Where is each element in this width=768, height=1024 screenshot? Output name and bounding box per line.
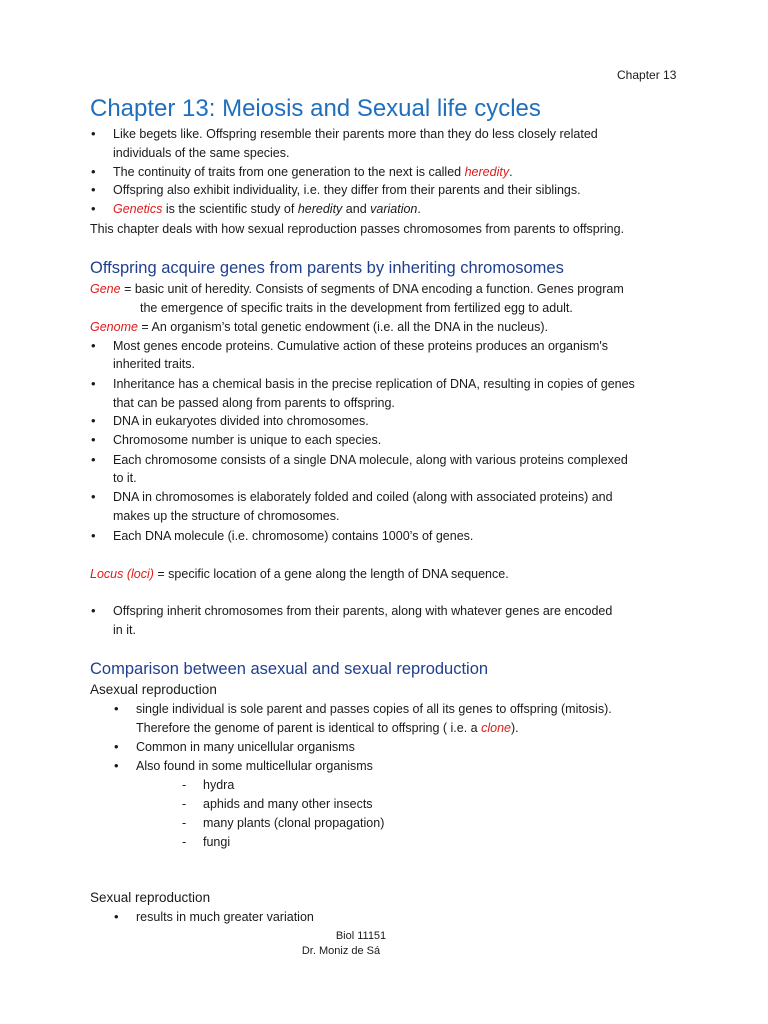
intro-paragraph: This chapter deals with how sexual reproduction passes chromosomes from parents to offspring.: [90, 222, 625, 236]
list-item-continued: in it.: [113, 623, 136, 637]
list-item: DNA in chromosomes is elaborately folded and coiled (along with associated proteins) and: [113, 490, 613, 504]
list-item: DNA in eukaryotes divided into chromosomes.: [113, 414, 369, 428]
bullet-text: Offspring also exhibit individuality, i.e. they differ from their parents and their siblings.: [113, 183, 581, 197]
term-locus: Locus (loci): [90, 567, 154, 581]
subheading-sexual: Sexual reproduction: [90, 890, 211, 905]
term-gene: Gene: [90, 282, 121, 296]
bullet-glyph: •: [91, 452, 96, 467]
bullet-glyph: •: [91, 201, 96, 216]
list-item: results in much greater variation: [136, 910, 314, 924]
example-item: aphids and many other insects: [203, 797, 373, 811]
running-header: Chapter 13: [617, 68, 677, 82]
dash-glyph: -: [182, 797, 187, 811]
page-title: Chapter 13: Meiosis and Sexual life cycles: [90, 95, 541, 122]
list-item: single individual is sole parent and passes copies of all its genes to offspring (mitosis).: [136, 702, 612, 716]
term-genome: Genome: [90, 320, 138, 334]
bullet-glyph: •: [91, 489, 96, 504]
example-item: many plants (clonal propagation): [203, 816, 385, 830]
list-item: Also found in some multicellular organisms: [136, 759, 373, 773]
bullet-glyph: •: [114, 739, 119, 754]
list-item: Offspring inherit chromosomes from their parents, along with whatever genes are encoded: [113, 604, 613, 618]
list-item: Most genes encode proteins. Cumulative action of these proteins produces an organism's: [113, 339, 609, 353]
gene-definition-continued: the emergence of specific traits in the development from fertilized egg to adult.: [140, 301, 573, 315]
dash-glyph: -: [182, 778, 187, 792]
bullet-text: Like begets like. Offspring resemble their parents more than they do less closely related: [113, 127, 598, 141]
genome-definition: Genome = An organism’s total genetic endowment (i.e. all the DNA in the nucleus).: [90, 320, 549, 334]
bullet-glyph: •: [91, 182, 96, 197]
bullet-text: The continuity of traits from one generation to the next is called heredity.: [113, 165, 513, 179]
section-heading-reproduction: Comparison between asexual and sexual reproduction: [90, 660, 489, 678]
bullet-glyph: •: [91, 603, 96, 618]
term-genetics: Genetics: [113, 202, 163, 216]
bullet-glyph: •: [91, 126, 96, 141]
list-item-continued: inherited traits.: [113, 357, 195, 371]
locus-definition: Locus (loci) = specific location of a gene along the length of DNA sequence.: [90, 567, 509, 581]
bullet-glyph: •: [114, 701, 119, 716]
dash-glyph: -: [182, 816, 187, 830]
example-item: hydra: [203, 778, 235, 792]
list-item: Each chromosome consists of a single DNA molecule, along with various proteins complexed: [113, 453, 628, 467]
footer-course: Biol 11151: [335, 930, 387, 942]
bullet-text-continued: individuals of the same species.: [113, 146, 290, 160]
bullet-glyph: •: [91, 528, 96, 543]
list-item-continued: Therefore the genome of parent is identical to offspring ( i.e. a clone).: [136, 721, 519, 735]
bullet-glyph: •: [91, 432, 96, 447]
bullet-glyph: •: [114, 758, 119, 773]
subheading-asexual: Asexual reproduction: [90, 682, 217, 697]
list-item: Each DNA molecule (i.e. chromosome) contains 1000’s of genes.: [113, 529, 474, 543]
example-item: fungi: [203, 835, 231, 849]
dash-glyph: -: [182, 835, 187, 849]
section-heading-chromosomes: Offspring acquire genes from parents by inheriting chromosomes: [90, 259, 564, 277]
bullet-glyph: •: [91, 338, 96, 353]
footer-author: Dr. Moniz de Sá: [301, 945, 381, 957]
list-item: Common in many unicellular organisms: [136, 740, 355, 754]
bullet-glyph: •: [91, 164, 96, 179]
list-item-continued: to it.: [113, 471, 137, 485]
term-clone: clone: [481, 721, 511, 735]
bullet-glyph: •: [91, 413, 96, 428]
list-item: Chromosome number is unique to each species.: [113, 433, 382, 447]
gene-definition: Gene = basic unit of heredity. Consists of segments of DNA encoding a function. Genes program: [90, 282, 624, 296]
bullet-glyph: •: [114, 909, 119, 924]
bullet-text: Genetics is the scientific study of heredity and variation.: [113, 202, 421, 216]
term-heredity: heredity: [464, 165, 510, 179]
bullet-glyph: •: [91, 376, 96, 391]
list-item-continued: that can be passed along from parents to offspring.: [113, 396, 395, 410]
list-item-continued: makes up the structure of chromosomes.: [113, 509, 340, 523]
list-item: Inheritance has a chemical basis in the precise replication of DNA, resulting in copies of genes: [113, 377, 635, 391]
